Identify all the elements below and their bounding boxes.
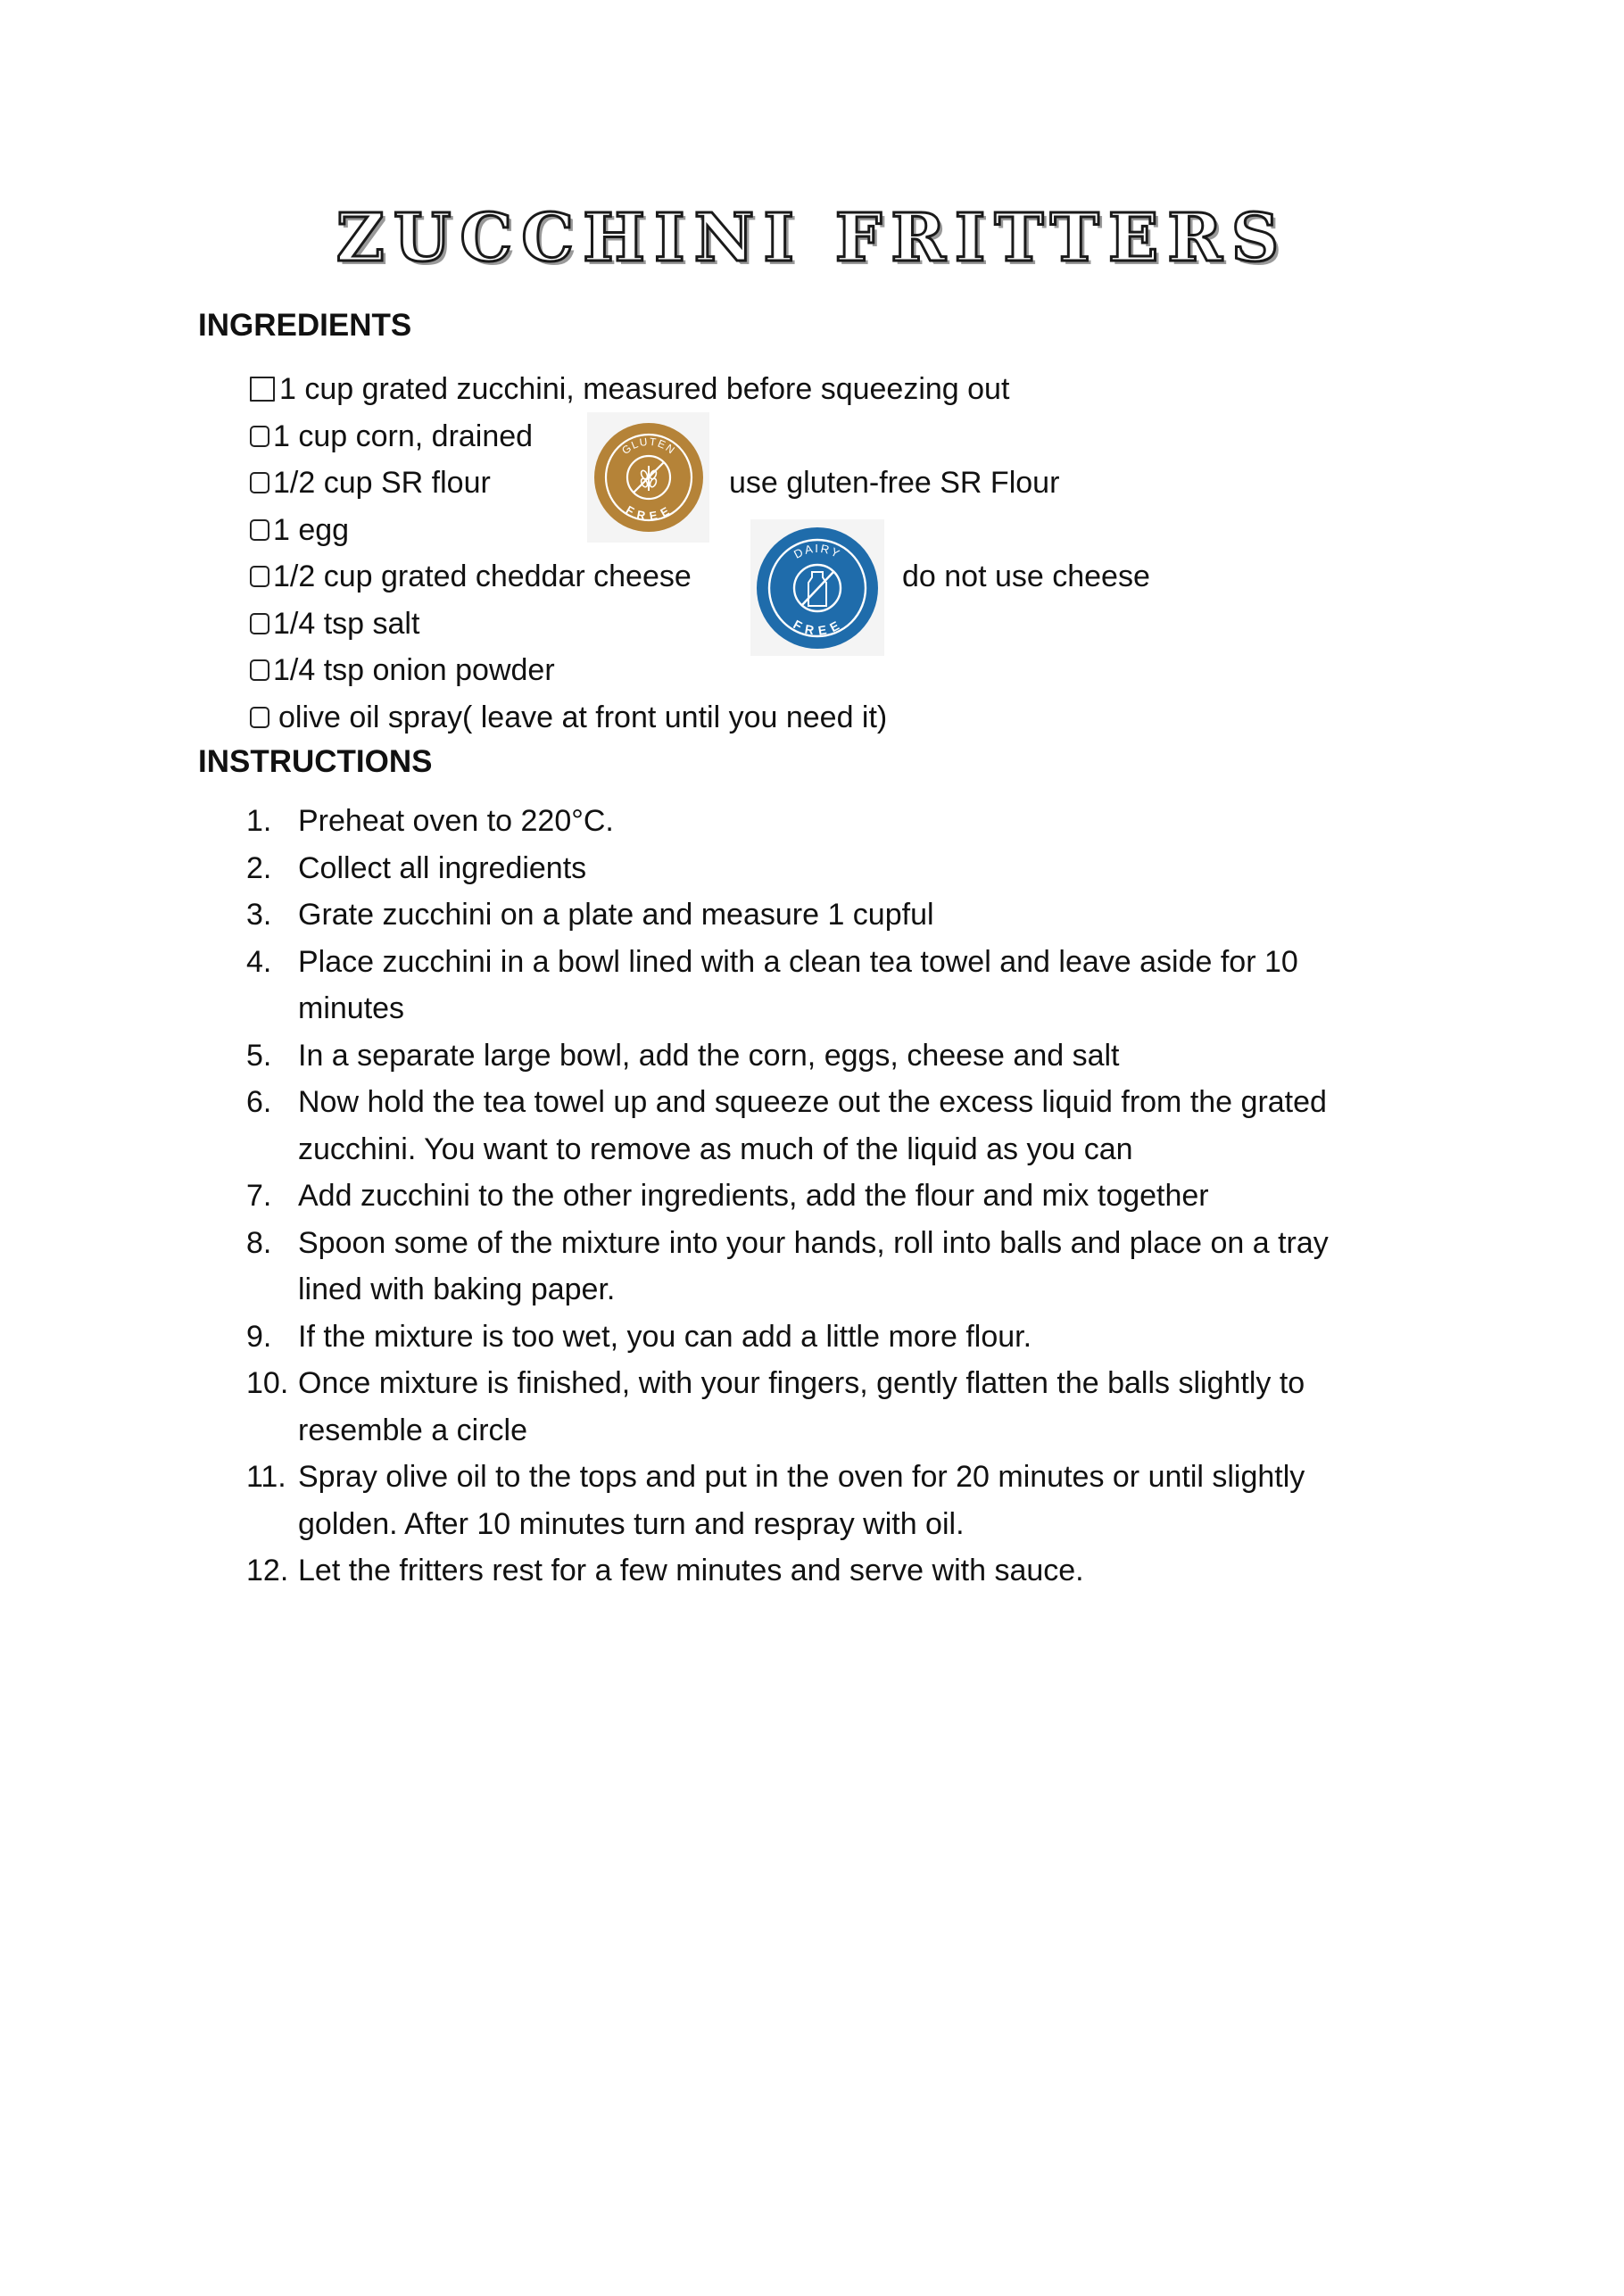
ingredient-item (250, 366, 1009, 413)
ingredient-item (250, 694, 1009, 742)
instruction-step (246, 1454, 1397, 1547)
step-text: Collect all ingredients (298, 850, 587, 885)
ingredient-text: olive oil spray( leave at front until you need it) (278, 700, 888, 734)
instruction-step (246, 1032, 1397, 1080)
ingredient-text: 1 cup grated zucchini, measured before squeezing out (279, 372, 1010, 406)
step-number: 2. (246, 850, 272, 885)
step-text: Now hold the tea towel up and squeeze out the excess liquid from the grated zucchini. You want to remove as much of the liquid as you can (298, 1085, 1327, 1166)
step-number: 1. (246, 804, 272, 838)
checkbox-icon[interactable] (250, 707, 269, 728)
ingredient-text: 1/2 cup grated cheddar cheese (273, 559, 692, 593)
instructions-heading: INSTRUCTIONS (198, 744, 433, 779)
dairy-free-badge (750, 519, 884, 656)
instruction-step (246, 1314, 1397, 1361)
gluten-free-badge (587, 412, 709, 543)
ingredients-heading: INGREDIENTS (198, 308, 412, 343)
gluten-note: use gluten-free SR Flour (729, 466, 1060, 500)
step-number: 12. (246, 1554, 289, 1587)
step-number: 3. (246, 898, 272, 932)
gluten-badge-top-text: GLUTEN (618, 435, 678, 458)
step-number: 10. (246, 1366, 289, 1400)
step-text: Place zucchini in a bowl lined with a clean tea towel and leave aside for 10 minutes (298, 944, 1298, 1025)
ingredient-text: 1 cup corn, drained (273, 419, 534, 453)
step-text: If the mixture is too wet, you can add a little more flour. (298, 1319, 1032, 1354)
dairy-badge-bottom-text: FREE (791, 616, 844, 638)
instruction-step (246, 1079, 1397, 1173)
instruction-step (246, 845, 1397, 892)
dairy-badge-top-text: DAIRY (791, 541, 843, 561)
ingredient-text: 1/4 tsp salt (273, 606, 420, 641)
checkbox-icon[interactable] (250, 472, 269, 493)
instructions-list (246, 798, 1397, 1595)
step-text: Add zucchini to the other ingredients, add the flour and mix together (298, 1179, 1209, 1213)
step-text: Spoon some of the mixture into your hands, roll into balls and place on a tray lined with baking paper. (298, 1225, 1329, 1306)
checkbox-icon[interactable] (250, 566, 269, 587)
instruction-step (246, 1360, 1397, 1454)
ingredient-text: 1 egg (273, 512, 350, 547)
instruction-step (246, 939, 1397, 1032)
step-text: Grate zucchini on a plate and measure 1 cupful (298, 898, 934, 932)
ingredient-item (250, 601, 1009, 648)
ingredient-item (250, 553, 1009, 601)
step-number: 6. (246, 1085, 272, 1119)
step-text: Preheat oven to 220°C. (298, 804, 614, 838)
step-number: 5. (246, 1038, 272, 1073)
instruction-step (246, 798, 1397, 845)
step-number: 7. (246, 1179, 272, 1213)
page-title: ZUCCHINI FRITTERS (336, 200, 1288, 277)
checkbox-icon[interactable] (250, 613, 269, 634)
ingredient-text: 1/4 tsp onion powder (273, 653, 555, 687)
checkbox-icon[interactable] (250, 426, 269, 447)
step-text: Let the fritters rest for a few minutes and serve with sauce. (298, 1554, 1084, 1587)
step-text: Once mixture is finished, with your fingers, gently flatten the balls slightly to resemble a circle (298, 1366, 1305, 1447)
gluten-badge-bottom-text: FREE (623, 502, 674, 523)
step-number: 8. (246, 1225, 272, 1260)
dairy-free-icon (755, 526, 880, 651)
step-text: In a separate large bowl, add the corn, eggs, cheese and salt (298, 1038, 1120, 1073)
gluten-free-icon (592, 421, 705, 534)
step-number: 9. (246, 1319, 272, 1354)
step-number: 11. (246, 1460, 286, 1494)
ingredient-text: 1/2 cup SR flour (273, 466, 491, 500)
checkbox-icon[interactable] (250, 377, 275, 402)
step-number: 4. (246, 944, 272, 979)
checkbox-icon[interactable] (250, 659, 269, 681)
checkbox-icon[interactable] (250, 519, 269, 541)
ingredient-item (250, 647, 1009, 694)
instruction-step (246, 1220, 1397, 1314)
instruction-step (246, 1547, 1397, 1595)
instruction-step (246, 1173, 1397, 1220)
step-text: Spray olive oil to the tops and put in the oven for 20 minutes or until slightly golden. After 10 minutes turn and respray with oil. (298, 1460, 1305, 1541)
dairy-note: do not use cheese (902, 559, 1150, 593)
instruction-step (246, 891, 1397, 939)
